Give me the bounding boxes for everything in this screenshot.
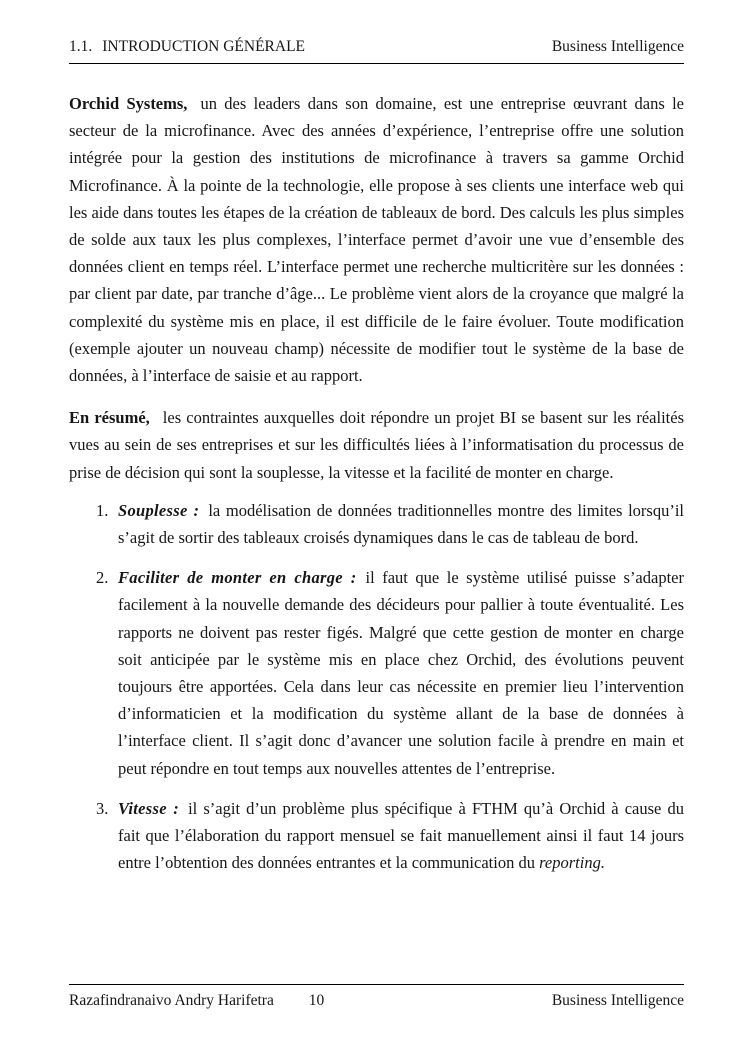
- paragraph-lead: En résumé,: [69, 408, 150, 428]
- paragraph-lead: Orchid Systems,: [69, 94, 188, 113]
- list-item-body: il faut que le système utilisé puisse s’adapter facilement à la nouvelle demande des décideurs pour pallier à toute éventualité. Les rapports ne doivent pas rester figés. Malgré que cette gestion de monter en charge soit anticipée par le système mis en place chez Orchid, des évolutions peuvent toujours être apportées. Cela dans leur cas nécessite en premier lieu l’intervention d’informaticien et la modification du système allant de la base de données à l’interface client. Il s’agit donc d’avancer une solution facile à prendre en main et peut répondre en tout temps aux nouvelles attentes de l’entreprise.: [118, 568, 684, 778]
- footer-running-title: Business Intelligence: [551, 992, 684, 1009]
- header-section-title: INTRODUCTION GÉNÉRALE: [102, 38, 306, 55]
- list-item-lead: Faciliter de monter en charge :: [118, 568, 357, 588]
- header-running-title: Business Intelligence: [551, 38, 684, 55]
- header-section: [69, 38, 305, 56]
- list-item-italic-word: reporting.: [539, 853, 605, 873]
- list-item-body: la modélisation de données traditionnelles montre des limites lorsqu’il s’agit de sortir des tableaux croisés dynamiques dans le cas de tableau de bord.: [118, 500, 684, 548]
- list-item-lead: Vitesse :: [118, 798, 180, 818]
- page-footer: [69, 984, 684, 1010]
- page-header: [69, 38, 684, 64]
- list-item-body: il s’agit d’un problème plus spécifique à FTHM qu’à Orchid à cause du fait que l’élaboration du rapport mensuel se fait manuellement ainsi il faut 14 jours entre l’obtention des données entrantes et la communication du: [118, 798, 684, 873]
- footer-author: Razafindranaivo Andry Harifetra: [69, 992, 274, 1009]
- paragraph-text: les contraintes auxquelles doit répondre un projet BI se basent sur les réalités vues au sein de ses entreprises et sur les difficultés liées à l’informatisation du processus de prise de décision qui sont la souplesse, la vitesse et la facilité de monter en charge.: [69, 408, 684, 482]
- list-item-monter-en-charge: [69, 564, 684, 782]
- list-item-number: 1.: [96, 500, 109, 520]
- paragraph-en-resume: [69, 404, 684, 486]
- page-body: [69, 90, 684, 889]
- list-item-text: [118, 795, 684, 877]
- list-item-vitesse: [69, 795, 684, 877]
- paragraph-text: un des leaders dans son domaine, est une entreprise œuvrant dans le secteur de la microfinance. Avec des années d’expérience, l’entreprise offre une solution intégrée pour la gestion des institutions de microfinance à travers sa gamme Orchid Microfinance. À la pointe de la technologie, elle propose à ses clients une interface web qui les aide dans toutes les étapes de la création de tableaux de bord. Des calculs les plus simples de solde aux taux les plus complexes, l’interface permet d’avoir une vue d’ensemble des données client en temps réel. L’interface permet une recherche multicritère sur les données : par client par date, par tranche d’âge... Le problème vient alors de la croyance que malgré la complexité du système mis en place, il est difficile de le faire évoluer. Toute modification (exemple ajouter un nouveau champ) nécessite de modifier tout le système de la base de données, à l’interface de saisie et au rapport.: [69, 94, 685, 386]
- list-item-souplesse: [69, 497, 684, 551]
- list-item-text: [118, 497, 684, 551]
- list-item-text: [118, 564, 684, 782]
- list-item-lead: Souplesse :: [118, 500, 200, 520]
- footer-page-number: 10: [308, 992, 325, 1009]
- list-item-number: 2.: [96, 568, 109, 588]
- list-item-number: 3.: [96, 798, 109, 818]
- paragraph-orchid-systems: [69, 90, 684, 389]
- constraints-list: [69, 497, 684, 877]
- header-section-number: 1.1.: [69, 38, 93, 55]
